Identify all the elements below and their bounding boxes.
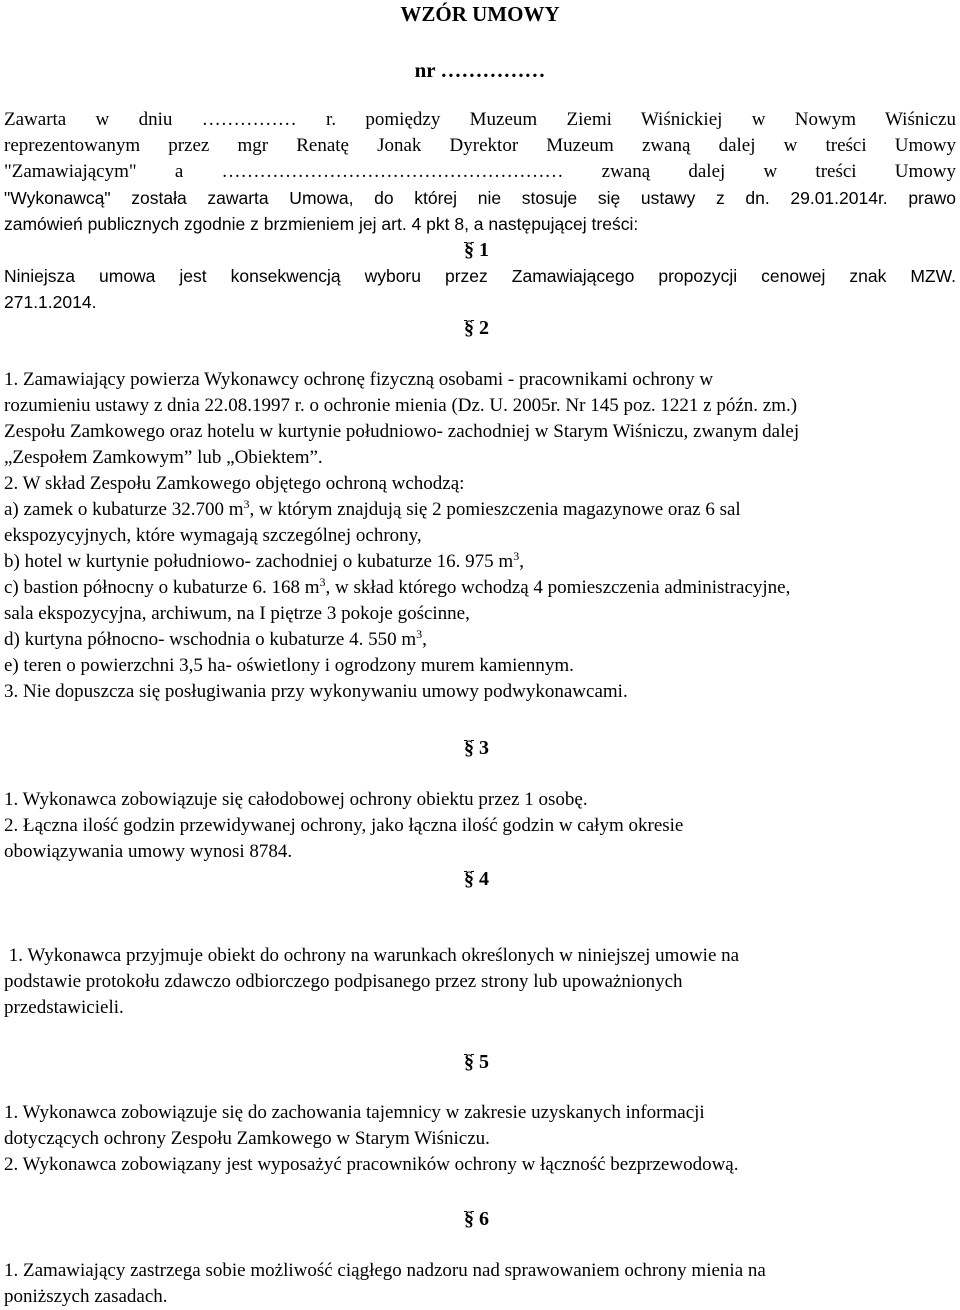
section-number: 1: [479, 239, 489, 261]
list-item-text: , w skład którego wchodzą 4 pomieszczenia administracyjne,: [325, 577, 791, 598]
list-item-text: c) bastion północny o kubaturze 6. 168 m: [4, 577, 320, 598]
list-item-text: a) zamek o kubaturze 32.700 m: [4, 499, 244, 520]
paragraph-line: 2. Łączna ilość godzin przewidywanej ochrony, jako łączna ilość godzin w całym okresie: [4, 815, 684, 836]
paragraph-line: Zespołu Zamkowego oraz hotelu w kurtynie południowo- zachodniej w Starym Wiśniczu, zwanym dalej: [4, 421, 800, 442]
section-heading-6: [464, 1206, 489, 1232]
section-number: 6: [479, 1208, 489, 1230]
superscript: 3: [513, 549, 520, 563]
document-title: WZÓR UMOWY: [400, 2, 560, 26]
section-number: 5: [479, 1051, 489, 1073]
section-mark: §: [464, 737, 474, 759]
section-number: 4: [479, 868, 489, 890]
list-item-text: b) hotel w kurtynie południowo- zachodniej o kubaturze 16. 975 m: [4, 551, 514, 572]
paragraph-line: 1. Wykonawca zobowiązuje się do zachowania tajemnicy w zakresie uzyskanych informacji: [4, 1102, 705, 1123]
list-item-b: [4, 549, 524, 575]
section-mark: §: [464, 1208, 474, 1230]
paragraph-line: rozumieniu ustawy z dnia 22.08.1997 r. o ochronie mienia (Dz. U. 2005r. Nr 145 poz. 1221 z późn. zm.): [4, 395, 798, 416]
list-item-a-cont: ekspozycyjnych, które wymagają szczególnej ochrony,: [4, 525, 422, 546]
list-item-d: [4, 627, 427, 653]
paragraph-line: 2. Wykonawca zobowiązany jest wyposażyć pracowników ochrony w łączność bezprzewodową.: [4, 1154, 739, 1175]
paragraph-line: podstawie protokołu zdawczo odbiorczego podpisanego przez strony lub upoważnionych: [4, 971, 683, 992]
section-heading-2: [464, 315, 489, 341]
section-heading-5: [464, 1049, 489, 1075]
paragraph-line: dotyczących ochrony Zespołu Zamkowego w Starym Wiśniczu.: [4, 1128, 490, 1149]
paragraph-line: „Zespołem Zamkowym” lub „Obiektem”.: [4, 447, 323, 468]
intro-line: reprezentowanym przez mgr Renatę Jonak Dyrektor Muzeum zwaną dalej w treści Umowy: [4, 135, 956, 156]
section-number: 2: [479, 317, 489, 339]
list-item-text: ,: [519, 551, 524, 572]
intro-line: "Zamawiającym" a ……………………………………………… zwaną dalej w treści Umowy: [4, 161, 956, 182]
list-item-a: [4, 497, 741, 523]
paragraph-line: 1. Zamawiający zastrzega sobie możliwość ciągłego nadzoru nad sprawowaniem ochrony mienia na: [4, 1260, 766, 1281]
list-item-text: d) kurtyna północno- wschodnia o kubaturze 4. 550 m: [4, 629, 417, 650]
contract-number: nr ……………: [414, 58, 546, 82]
section-heading-3: [464, 735, 489, 761]
paragraph-line: 1. Wykonawca przyjmuje obiekt do ochrony na warunkach określonych w niniejszej umowie na: [4, 945, 740, 966]
section-number: 3: [479, 737, 489, 759]
list-item-c: [4, 575, 790, 601]
paragraph-line: 1. Wykonawca zobowiązuje się całodobowej ochrony obiektu przez 1 osobę.: [4, 789, 588, 810]
paragraph-line: przedstawicieli.: [4, 997, 124, 1018]
paragraph-line: obowiązywania umowy wynosi 8784.: [4, 841, 293, 862]
paragraph-line: 3. Nie dopuszcza się posługiwania przy wykonywaniu umowy podwykonawcami.: [4, 681, 628, 702]
section-mark: §: [464, 868, 474, 890]
section-heading-1: [464, 237, 489, 263]
section-mark: §: [464, 1051, 474, 1073]
list-item-text: ,: [422, 629, 427, 650]
superscript: 3: [319, 575, 326, 589]
list-item-c-cont: sala ekspozycyjna, archiwum, na I piętrze 3 pokoje gościnne,: [4, 603, 470, 624]
list-item-text: , w którym znajdują się 2 pomieszczenia magazynowe oraz 6 sal: [249, 499, 741, 520]
list-item-e: e) teren o powierzchni 3,5 ha- oświetlony i ogrodzony murem kamiennym.: [4, 655, 574, 676]
paragraph-line: poniższych zasadach.: [4, 1286, 168, 1307]
paragraph-line: Niniejsza umowa jest konsekwencją wyboru przez Zamawiającego propozycji cenowej znak MZW.: [4, 266, 956, 286]
section-mark: §: [464, 239, 474, 261]
section-mark: §: [464, 317, 474, 339]
paragraph-line: 2. W skład Zespołu Zamkowego objętego ochroną wchodzą:: [4, 473, 465, 494]
paragraph-line: 271.1.2014.: [4, 292, 97, 312]
intro-line: "Wykonawcą" została zawarta Umowa, do której nie stosuje się ustawy z dn. 29.01.2014r. prawo: [4, 188, 956, 208]
paragraph-line: 1. Zamawiający powierza Wykonawcy ochronę fizyczną osobami - pracownikami ochrony w: [4, 369, 714, 390]
intro-line: zamówień publicznych zgodnie z brzmieniem jej art. 4 pkt 8, a następującej treści:: [4, 214, 639, 234]
section-heading-4: [464, 866, 489, 892]
intro-line: Zawarta w dniu …………… r. pomiędzy Muzeum Ziemi Wiśnickiej w Nowym Wiśniczu: [4, 109, 956, 130]
superscript: 3: [416, 627, 423, 641]
superscript: 3: [243, 497, 250, 511]
